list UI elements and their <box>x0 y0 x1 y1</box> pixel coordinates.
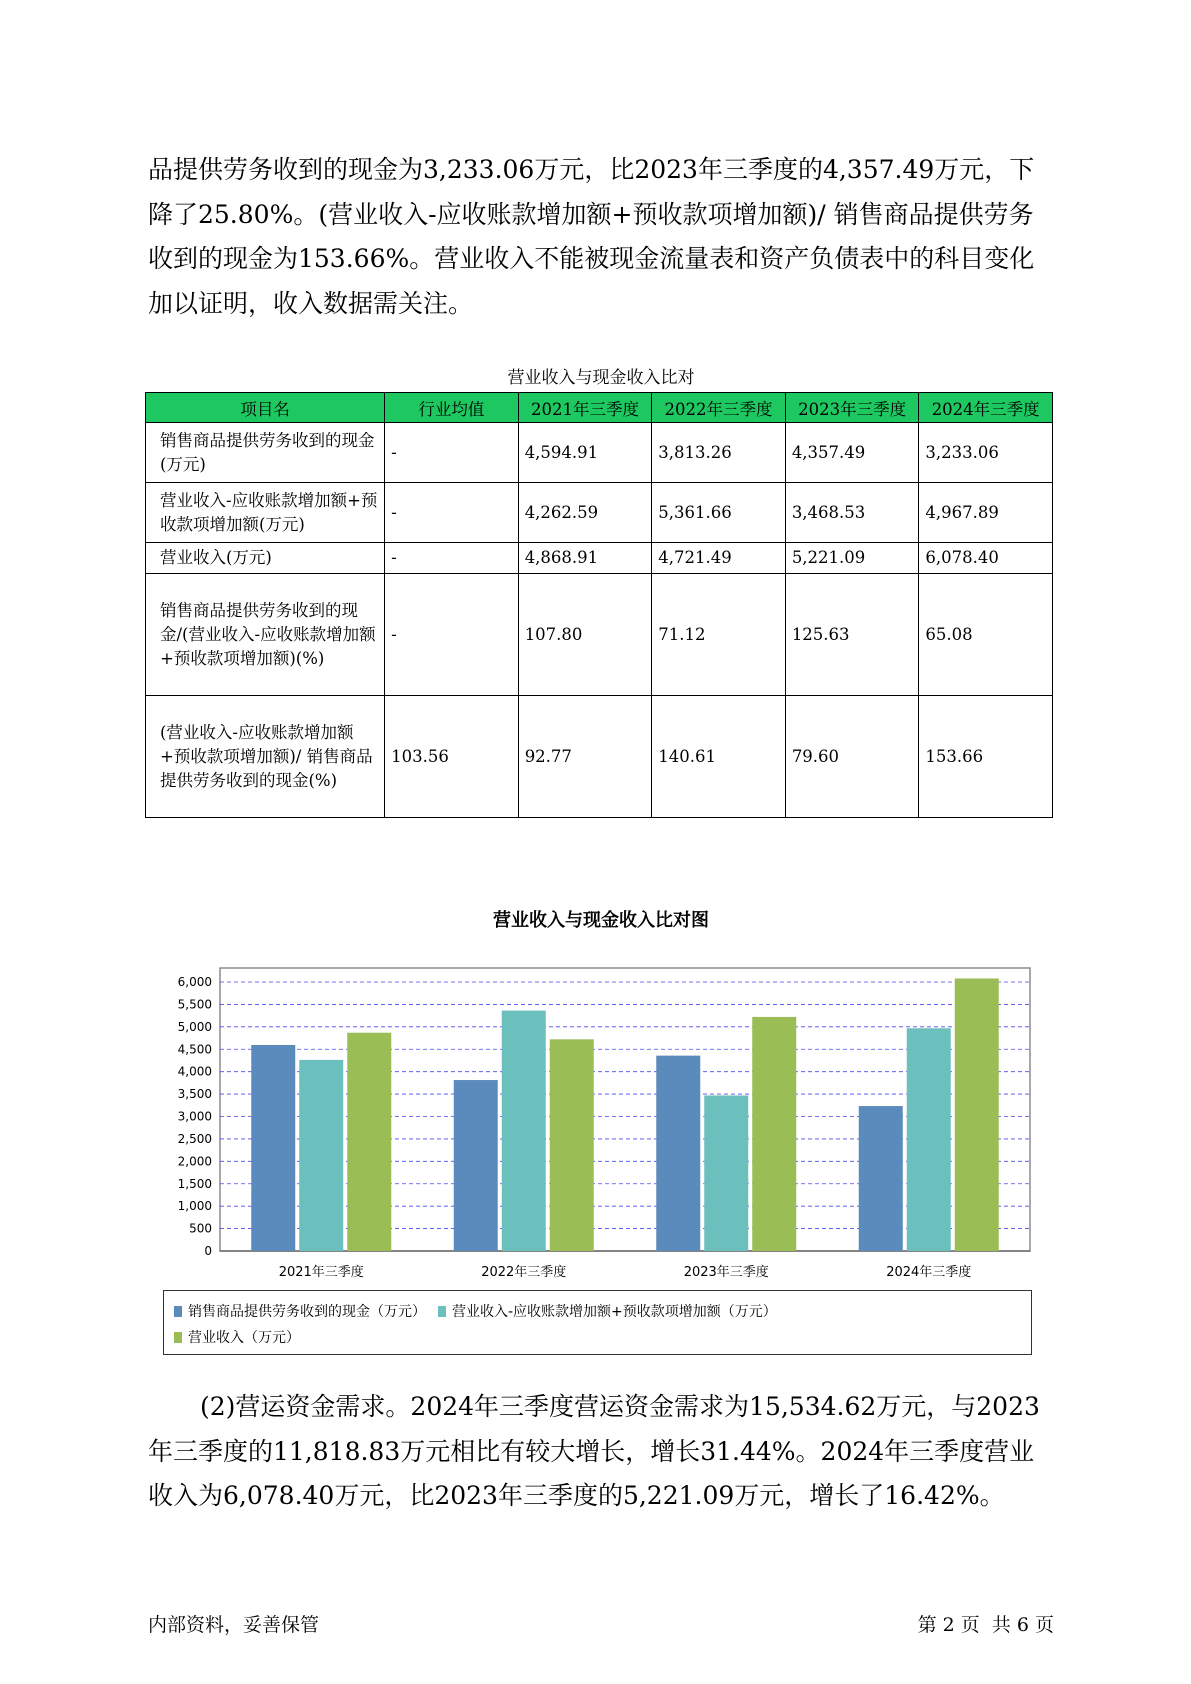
cell: 4,967.89 <box>919 483 1053 543</box>
cell: - <box>385 543 519 574</box>
legend-item <box>438 1301 777 1321</box>
table-title: 营业收入与现金收入比对 <box>507 368 695 388</box>
bar <box>550 1039 594 1251</box>
row-label: 销售商品提供劳务收到的现金(万元) <box>146 423 385 483</box>
y-tick-label: 4,500 <box>177 1042 212 1057</box>
cell: 65.08 <box>919 574 1053 696</box>
row-label: 营业收入-应收账款增加额+预收款项增加额(万元) <box>146 483 385 543</box>
legend-row <box>174 1300 789 1322</box>
cell: - <box>385 423 519 483</box>
y-tick-label: 2,000 <box>177 1154 212 1169</box>
cell: - <box>385 483 519 543</box>
chart-title: 营业收入与现金收入比对图 <box>493 910 709 931</box>
cell: 4,868.91 <box>518 543 652 574</box>
header-2024q3: 2024年三季度 <box>919 393 1053 423</box>
cell: 3,468.53 <box>785 483 919 543</box>
x-tick-label: 2021年三季度 <box>278 1265 364 1280</box>
row-label: 营业收入(万元) <box>146 543 385 574</box>
header-2022q3: 2022年三季度 <box>652 393 786 423</box>
x-tick-label: 2023年三季度 <box>683 1265 769 1280</box>
bar <box>859 1106 903 1251</box>
legend-item <box>174 1327 300 1347</box>
chart-legend <box>163 1290 1032 1355</box>
cell: 5,221.09 <box>785 543 919 574</box>
legend-item <box>174 1301 426 1321</box>
cell: 3,813.26 <box>652 423 786 483</box>
cell: 107.80 <box>518 574 652 696</box>
cell: 4,594.91 <box>518 423 652 483</box>
bar <box>299 1060 343 1251</box>
cell: 103.56 <box>385 696 519 818</box>
y-tick-label: 0 <box>204 1244 212 1258</box>
bar <box>704 1095 748 1251</box>
legend-swatch-revenue <box>174 1332 182 1343</box>
legend-label: 营业收入-应收账款增加额+预收款项增加额（万元） <box>452 1304 777 1320</box>
y-tick-label: 1,000 <box>177 1199 212 1214</box>
legend-swatch-adjusted <box>438 1306 446 1317</box>
cell: 4,721.49 <box>652 543 786 574</box>
cell: 71.12 <box>652 574 786 696</box>
bar <box>454 1080 498 1251</box>
cell: 125.63 <box>785 574 919 696</box>
header-2023q3: 2023年三季度 <box>785 393 919 423</box>
cell: 140.61 <box>652 696 786 818</box>
bar <box>752 1017 796 1251</box>
row-label: 销售商品提供劳务收到的现金/(营业收入-应收账款增加额+预收款项增加额)(%) <box>146 574 385 696</box>
header-industry-avg: 行业均值 <box>385 393 519 423</box>
cell: 79.60 <box>785 696 919 818</box>
bar <box>656 1056 700 1251</box>
cell: 92.77 <box>518 696 652 818</box>
bar <box>907 1028 951 1251</box>
header-2021q3: 2021年三季度 <box>518 393 652 423</box>
y-tick-label: 5,000 <box>177 1019 212 1034</box>
row-label: (营业收入-应收账款增加额+预收款项增加额)/ 销售商品提供劳务收到的现金(%) <box>146 696 385 818</box>
cell: 4,357.49 <box>785 423 919 483</box>
x-tick-label: 2022年三季度 <box>481 1265 567 1280</box>
cell: - <box>385 574 519 696</box>
legend-swatch-cash <box>174 1306 182 1317</box>
y-tick-label: 2,500 <box>177 1131 212 1146</box>
cell: 3,233.06 <box>919 423 1053 483</box>
bar <box>955 978 999 1251</box>
cell: 5,361.66 <box>652 483 786 543</box>
y-tick-label: 1,500 <box>177 1176 212 1191</box>
bar <box>251 1045 295 1251</box>
y-tick-label: 5,500 <box>177 997 212 1012</box>
legend-label: 营业收入（万元） <box>188 1330 300 1346</box>
y-tick-label: 3,500 <box>177 1087 212 1102</box>
x-tick-label: 2024年三季度 <box>886 1265 972 1280</box>
cell: 4,262.59 <box>518 483 652 543</box>
paragraph-working-capital: (2)营运资金需求。2024年三季度营运资金需求为15,534.62万元，与2023年三季度的11,818.83万元相比有较大增长，增长31.44%。2024年三季度营业收入为6,078.40万元，比2023年三季度的5,221.09万元，增长了16.42%。 <box>148 1392 1040 1510</box>
cell: 6,078.40 <box>919 543 1053 574</box>
bar <box>502 1011 546 1251</box>
y-tick-label: 6,000 <box>177 975 212 989</box>
legend-label: 销售商品提供劳务收到的现金（万元） <box>188 1304 426 1320</box>
y-tick-label: 4,000 <box>177 1064 212 1079</box>
header-item-name: 项目名 <box>146 393 385 423</box>
paragraph-revenue-cash: 品提供劳务收到的现金为3,233.06万元，比2023年三季度的4,357.49万元，下降了25.80%。(营业收入-应收账款增加额+预收款项增加额)/ 销售商品提供劳务收到的现金为153.66%。营业收入不能被现金流量表和资产负债表中的科目变化加以证明，收入数据需关注。 <box>148 155 1035 318</box>
footer-page-number: 第 2 页 共 6 页 <box>917 1614 1054 1636</box>
bar <box>347 1033 391 1251</box>
y-tick-label: 500 <box>189 1221 212 1236</box>
y-tick-label: 3,000 <box>177 1109 212 1124</box>
footer-confidential: 内部资料，妥善保管 <box>148 1614 320 1636</box>
cell: 153.66 <box>919 696 1053 818</box>
legend-row <box>174 1326 312 1348</box>
